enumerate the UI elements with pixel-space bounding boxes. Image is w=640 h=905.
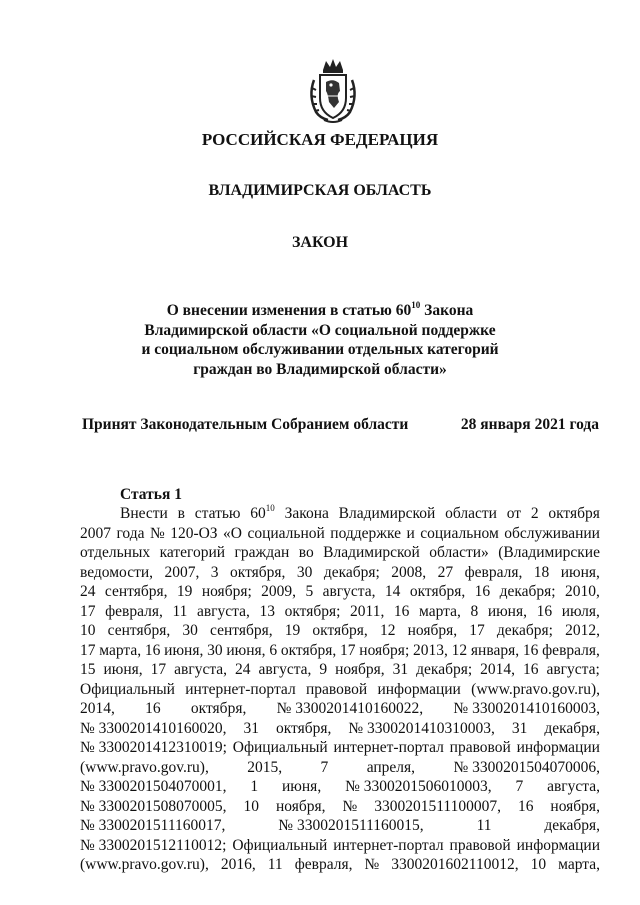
word: 11 bbox=[267, 856, 283, 873]
word: № 3300201410310003, bbox=[348, 719, 495, 737]
text-line bbox=[80, 660, 600, 680]
word: 2016, bbox=[220, 856, 256, 873]
word: № 3300201508070005, bbox=[80, 797, 227, 815]
word: июня, bbox=[560, 563, 600, 581]
word: Внести bbox=[120, 505, 168, 522]
article-body bbox=[80, 504, 600, 875]
word: 2009, bbox=[261, 583, 297, 600]
word: июля, bbox=[561, 602, 600, 620]
word: интернет-портал bbox=[333, 739, 444, 756]
word: социальной bbox=[247, 524, 325, 542]
word: категорий bbox=[159, 544, 226, 561]
word: декабря, bbox=[544, 817, 600, 834]
word: Официальный bbox=[232, 739, 328, 756]
word: 27 bbox=[437, 563, 454, 581]
word: области» bbox=[429, 544, 489, 561]
word: октября; bbox=[284, 602, 341, 620]
text-line bbox=[80, 543, 600, 563]
word: 2012, bbox=[565, 622, 600, 639]
word: 19 bbox=[176, 583, 193, 600]
word: июня, bbox=[282, 778, 322, 795]
word: 17 bbox=[340, 641, 356, 659]
text-line bbox=[80, 602, 600, 622]
word: декабря; bbox=[496, 622, 553, 639]
word: 2007 bbox=[80, 524, 111, 542]
word: ведомости, bbox=[80, 563, 154, 581]
word: № 3300201504070006, bbox=[453, 758, 600, 776]
word: ноября, bbox=[407, 622, 458, 639]
word: (www.pravo.gov.ru), bbox=[471, 680, 600, 698]
text-line bbox=[80, 777, 600, 797]
word: 11 bbox=[476, 817, 492, 834]
text-line bbox=[80, 504, 600, 524]
word: ноября, bbox=[335, 661, 385, 678]
word: правовой bbox=[306, 680, 368, 698]
word: 17 bbox=[80, 641, 96, 659]
word: августа, bbox=[547, 778, 600, 795]
word: граждан bbox=[234, 544, 290, 561]
word: (www.pravo.gov.ru), bbox=[80, 758, 209, 776]
word: ноября, bbox=[275, 797, 326, 815]
word: декабря; bbox=[416, 661, 473, 678]
word: и bbox=[406, 524, 415, 542]
word: 1 bbox=[250, 778, 259, 795]
word: марта, bbox=[419, 602, 461, 620]
word: социальном bbox=[420, 524, 499, 542]
word: 16 bbox=[522, 641, 539, 659]
word: интернет-портал bbox=[333, 836, 444, 854]
word: 10 bbox=[243, 797, 260, 815]
country-name: РОССИЙСКАЯ ФЕДЕРАЦИЯ bbox=[201, 130, 439, 149]
word: 2015, bbox=[247, 758, 283, 776]
word: 3300201602110012, bbox=[391, 856, 519, 873]
title-line: граждан во Владимирской области» bbox=[193, 360, 447, 378]
document-type: ЗАКОН bbox=[291, 234, 349, 251]
word: 31 bbox=[243, 719, 260, 737]
word: № 3300201511160015, bbox=[278, 817, 424, 834]
word: января, bbox=[470, 641, 520, 659]
word: декабря; bbox=[499, 583, 556, 600]
word: обслуживании bbox=[504, 524, 600, 542]
word: 24 bbox=[235, 661, 251, 678]
word: октября, bbox=[409, 583, 466, 600]
word: 7 bbox=[320, 758, 329, 776]
word: октября bbox=[548, 505, 600, 522]
text-line bbox=[80, 719, 600, 739]
word: 5 bbox=[305, 583, 314, 600]
word: 17 bbox=[469, 622, 485, 639]
word: 17 bbox=[150, 661, 167, 678]
word: июня, bbox=[164, 641, 204, 659]
word: 16 bbox=[144, 641, 161, 659]
word: 31 bbox=[511, 719, 528, 737]
word: октября, bbox=[275, 719, 332, 737]
region-name: ВЛАДИМИРСКАЯ ОБЛАСТЬ bbox=[208, 182, 432, 199]
word: сентября, bbox=[107, 622, 171, 639]
word: августа, bbox=[196, 602, 250, 620]
text-line bbox=[80, 797, 600, 817]
word: 2014, bbox=[80, 700, 115, 717]
word: сентября, bbox=[104, 583, 168, 600]
word: 3300201511100007, bbox=[374, 797, 501, 815]
text-line bbox=[80, 758, 600, 778]
word: августа, bbox=[174, 661, 228, 678]
word: октября, bbox=[312, 622, 368, 639]
word: 13 bbox=[259, 602, 275, 620]
word: 2 bbox=[530, 505, 539, 522]
word: октября, bbox=[190, 700, 247, 717]
word: от bbox=[506, 505, 522, 522]
word: $60^{10}$ bbox=[250, 502, 275, 522]
word: 2014, bbox=[480, 661, 516, 678]
word: 2008, bbox=[391, 563, 427, 581]
text-line bbox=[80, 816, 600, 836]
word: 10 bbox=[530, 856, 547, 873]
word: октября, bbox=[230, 563, 286, 581]
word: 16 bbox=[517, 797, 534, 815]
word: № 3300201511160017, bbox=[80, 817, 226, 834]
adopted-by: Принят Законодательным Собранием области bbox=[82, 416, 409, 433]
word: № 3300201512110012; bbox=[80, 836, 227, 854]
word: ноября; bbox=[359, 641, 410, 659]
word: 2011, bbox=[350, 602, 385, 620]
word: 2010, bbox=[564, 583, 600, 600]
word: июня, bbox=[103, 661, 143, 678]
text-line bbox=[80, 621, 600, 641]
word: 30 bbox=[207, 641, 223, 659]
word: марта, bbox=[558, 856, 600, 873]
word: области bbox=[445, 505, 497, 522]
word: № 3300201410160020, bbox=[80, 719, 227, 737]
law-title bbox=[0, 301, 640, 379]
title-line: Владимирской области «О социальной поддержке bbox=[144, 321, 496, 339]
word: февраля, bbox=[542, 641, 600, 659]
word: Владимирской bbox=[338, 505, 436, 522]
text-line bbox=[80, 855, 600, 875]
word: 3 bbox=[210, 563, 219, 581]
word: 16 bbox=[393, 602, 410, 620]
word: 15 bbox=[80, 661, 96, 678]
word: во bbox=[298, 544, 314, 561]
text-line bbox=[80, 524, 600, 544]
word: 16 bbox=[474, 583, 491, 600]
word: отдельных bbox=[80, 544, 151, 561]
word: 18 bbox=[533, 563, 550, 581]
word: № 3300201410160022, bbox=[276, 700, 424, 717]
word: 30 bbox=[296, 563, 313, 581]
word: 16 bbox=[536, 602, 553, 620]
word: Закона bbox=[284, 505, 329, 522]
word: августа, bbox=[322, 583, 376, 600]
word: сентября, bbox=[210, 622, 273, 639]
word: правовой bbox=[449, 836, 511, 854]
word: апреля, bbox=[366, 758, 416, 776]
word: № 3300201410160003, bbox=[453, 700, 600, 717]
word: информации bbox=[377, 680, 461, 698]
word: в bbox=[177, 505, 185, 522]
word: № 3300201504070001, bbox=[80, 778, 227, 795]
word: 31 bbox=[392, 661, 409, 678]
adoption-row bbox=[82, 416, 599, 434]
text-line bbox=[80, 738, 600, 758]
word: 120-ОЗ bbox=[170, 524, 218, 542]
coat-of-arms-icon bbox=[306, 58, 360, 124]
word: октября, bbox=[280, 641, 337, 659]
word: июня, bbox=[487, 602, 527, 620]
word: 24 bbox=[80, 583, 96, 600]
word: правовой bbox=[449, 739, 511, 756]
text-line bbox=[80, 836, 600, 856]
word: 12 bbox=[379, 622, 396, 639]
word: 14 bbox=[384, 583, 401, 600]
word: 16 bbox=[523, 661, 539, 678]
word: декабря; bbox=[323, 563, 380, 581]
text-line bbox=[80, 582, 600, 602]
word: Официальный bbox=[232, 836, 328, 854]
word: № bbox=[149, 524, 165, 542]
word: № bbox=[364, 856, 380, 873]
word: 19 bbox=[284, 622, 301, 639]
word: августа; bbox=[546, 661, 600, 678]
word: ноября, bbox=[550, 797, 600, 815]
word: № bbox=[342, 797, 358, 815]
word: интернет-портал bbox=[185, 680, 296, 698]
word: 12 bbox=[451, 641, 468, 659]
word: № 3300201412310019; bbox=[80, 739, 227, 756]
word: июня, bbox=[226, 641, 266, 659]
word: 11 bbox=[172, 602, 188, 620]
text-line bbox=[80, 563, 600, 583]
word: 9 bbox=[319, 661, 328, 678]
word: 16 bbox=[145, 700, 161, 717]
word: февраля, bbox=[105, 602, 163, 620]
word: № 3300201506010003, bbox=[345, 778, 492, 795]
word: 30 bbox=[182, 622, 198, 639]
word: статью bbox=[194, 505, 241, 522]
word: поддержке bbox=[330, 524, 402, 542]
word: года bbox=[116, 524, 145, 542]
word: (www.pravo.gov.ru), bbox=[80, 856, 209, 873]
adoption-date: 28 января 2021 года bbox=[460, 416, 599, 433]
word: февраля, bbox=[294, 856, 353, 873]
word: декабря, bbox=[544, 719, 600, 737]
word: 17 bbox=[80, 602, 96, 620]
word: «О bbox=[223, 524, 242, 542]
word: Официальный bbox=[80, 680, 175, 698]
word: 2013, bbox=[413, 641, 448, 659]
word: (Владимирские bbox=[498, 544, 600, 561]
title-line: и социальном обслуживании отдельных категорий bbox=[141, 341, 499, 358]
word: марта, bbox=[99, 641, 142, 659]
word: 10 bbox=[80, 622, 96, 639]
text-line bbox=[80, 699, 600, 719]
article-heading: Статья 1 bbox=[120, 486, 182, 503]
word: 2007, bbox=[164, 563, 200, 581]
word: 6 bbox=[269, 641, 278, 659]
word: Владимирской bbox=[323, 544, 420, 561]
word: ноября; bbox=[201, 583, 252, 600]
text-line bbox=[80, 680, 600, 700]
word: августа, bbox=[258, 661, 312, 678]
title-line: О внесении изменения в статью $60^{10}$ Закона bbox=[166, 299, 474, 319]
text-line bbox=[80, 641, 600, 661]
word: февраля, bbox=[464, 563, 523, 581]
word: информации bbox=[516, 836, 600, 854]
word: 7 bbox=[515, 778, 524, 795]
word: 8 bbox=[470, 602, 479, 620]
word: информации bbox=[516, 739, 600, 756]
